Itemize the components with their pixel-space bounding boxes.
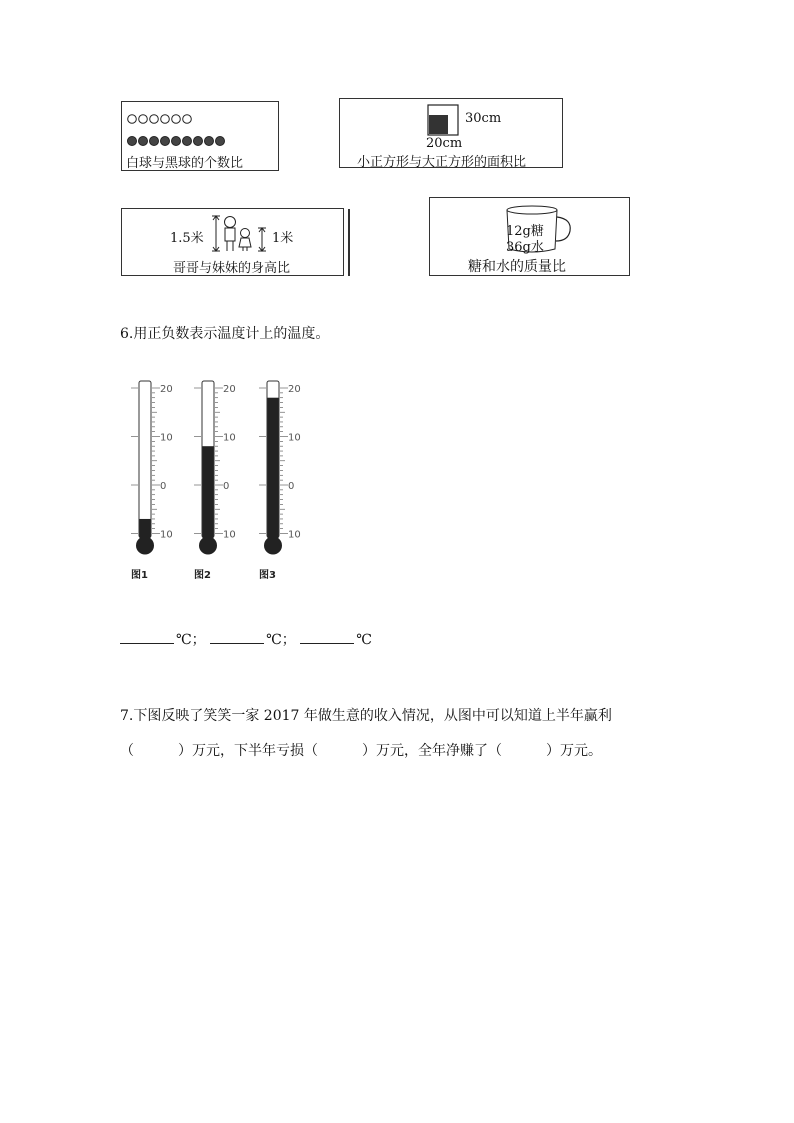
black-ball	[161, 137, 170, 146]
figure-label: 图1	[131, 570, 148, 581]
mercury-column	[268, 398, 279, 544]
answer-blank-3[interactable]	[300, 629, 354, 644]
thermometers-figure	[120, 375, 380, 585]
scale-label: 10	[223, 432, 236, 444]
black-ball	[205, 137, 214, 146]
squares-caption: 小正方形与大正方形的面积比	[357, 155, 527, 170]
sister-icon	[239, 229, 251, 252]
small-square-side-label: 20cm	[426, 136, 463, 151]
scale-label: 10	[160, 529, 173, 541]
squares-area-box	[339, 98, 563, 168]
black-ball	[216, 137, 225, 146]
white-ball	[172, 115, 181, 124]
question-6-answer-line	[120, 629, 372, 649]
scale-label: 0	[160, 481, 167, 492]
question-7-line-2	[120, 740, 602, 760]
cup-mass-box	[429, 197, 630, 276]
thermometer-tube	[139, 381, 151, 538]
answer-blank-1[interactable]	[120, 629, 174, 644]
separator-2: ；	[281, 632, 296, 648]
divider-line	[348, 209, 350, 276]
balls-caption: 白球与黑球的个数比	[126, 156, 244, 171]
cup-caption: 糖和水的质量比	[468, 259, 566, 275]
thermometer-2	[194, 381, 236, 581]
thermometer-bulb	[199, 537, 217, 555]
sugar-mass-label: 12g糖	[506, 224, 544, 239]
white-ball	[161, 115, 170, 124]
water-mass-label: 36g水	[506, 240, 544, 255]
thermometer-3	[259, 381, 301, 581]
scale-label: 20	[288, 384, 301, 395]
unit-label-1: ℃	[176, 632, 192, 648]
black-ball	[194, 137, 203, 146]
scale-label: 20	[223, 384, 236, 395]
thermometer-bulb	[136, 537, 154, 555]
thermometer-1	[131, 381, 173, 581]
scale-label: 0	[288, 481, 295, 492]
scale-label: 20	[160, 384, 173, 395]
white-ball	[183, 115, 192, 124]
thermometer-bulb	[264, 537, 282, 555]
separator-1: ；	[191, 632, 206, 648]
unit-label-2: ℃	[266, 632, 282, 648]
black-ball	[183, 137, 192, 146]
scale-label: 10	[223, 529, 236, 541]
white-ball	[150, 115, 159, 124]
q7-segment-2: ）万元，全年净赚了（	[362, 743, 502, 759]
sister-height-label: 1米	[272, 231, 294, 246]
black-ball	[150, 137, 159, 146]
question-7-line-1: 7.下图反映了笑笑一家 2017 年做生意的收入情况，从图中可以知道上半年赢利	[120, 708, 612, 724]
black-ball	[139, 137, 148, 146]
heights-ratio-box	[121, 208, 344, 276]
scale-label: 10	[288, 432, 301, 444]
brother-height-label: 1.5米	[170, 231, 204, 246]
unit-label-3: ℃	[356, 632, 372, 648]
big-square-side-label: 30cm	[465, 111, 502, 126]
question-6-text: 6.用正负数表示温度计上的温度。	[120, 326, 330, 342]
q7-segment-1: ）万元，下半年亏损（	[178, 743, 318, 759]
heights-caption: 哥哥与妹妹的身高比	[173, 261, 291, 276]
white-ball	[128, 115, 137, 124]
open-paren: （	[120, 743, 134, 759]
white-ball	[139, 115, 148, 124]
mercury-column	[203, 446, 214, 543]
figure-label: 图3	[259, 570, 276, 581]
q7-segment-3: ）万元。	[546, 743, 602, 759]
balls-figure	[122, 106, 278, 156]
scale-label: 0	[223, 481, 230, 492]
balls-ratio-box	[121, 101, 279, 171]
scale-label: 10	[160, 432, 173, 444]
brother-icon	[225, 217, 236, 252]
figure-label: 图2	[194, 570, 211, 581]
scale-label: 10	[288, 529, 301, 541]
answer-blank-2[interactable]	[210, 629, 264, 644]
small-square	[429, 115, 448, 134]
black-ball	[172, 137, 181, 146]
black-ball	[128, 137, 137, 146]
